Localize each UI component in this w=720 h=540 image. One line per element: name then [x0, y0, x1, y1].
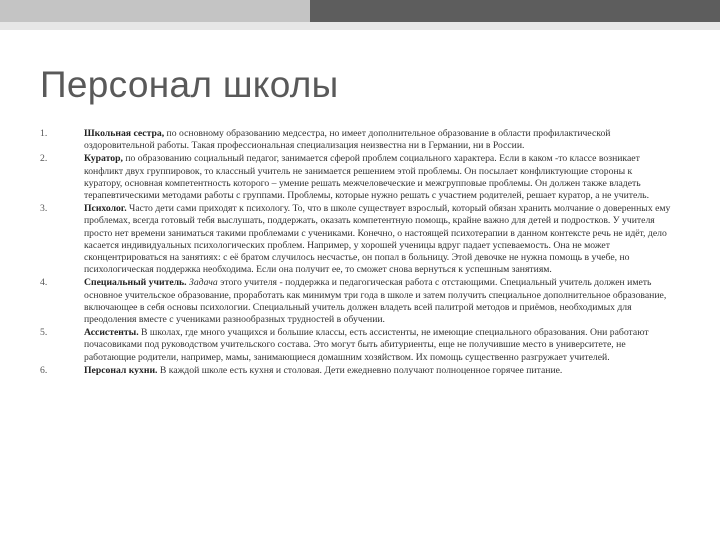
staff-list — [0, 128, 720, 377]
list-item — [0, 128, 720, 152]
list-item-number: 4. — [40, 277, 48, 289]
item-heading: Психолог. — [84, 203, 127, 215]
item-heading: Персонал кухни. — [84, 364, 158, 376]
list-item-number: 5. — [40, 327, 48, 339]
top-light-strip — [0, 22, 720, 30]
item-text: Часто дети сами приходят к психологу. То, что в школе существует взрослый, который обязан хранить молчание о доверенных ему проблемах, всегда готовый тебя выслушать, поддержать, оказать компетентную помощь, крайне важно для детей и подростков. У учителя просто нет времени заниматься такими проблемами с учениками. Конечно, о настоящей психотерапии в данном контексте речь не идёт, дело касается индивидуальных психологических проблем. Например, у хорошей ученицы вдруг падает успеваемость. Она не может сконцентрироваться на занятиях: с её братом случилось несчастье, он попал в больницу. Этой девочке не нужна помощь в учебе, но психологическая поддержка необходима. Если она получит ее, то сможет снова вернуться к успешным занятиям. — [84, 203, 671, 276]
list-item-number: 2. — [40, 153, 48, 165]
list-item-number: 3. — [40, 203, 48, 215]
item-text: В каждой школе есть кухня и столовая. Дети ежедневно получают полноценное горячее питание. — [157, 364, 563, 376]
list-item — [0, 327, 720, 364]
item-heading: Ассистенты. — [84, 327, 139, 339]
list-item — [0, 365, 720, 377]
item-heading: Школьная сестра, — [84, 128, 165, 139]
item-text: В школах, где много учащихся и большие классы, есть ассистенты, не имеющие специального образования. Они работают почасовиками под руководством учительского состава. Это могут быть абитуриенты, еще не получившие место в университете, не работающие родители, например, мамы, занимающиеся домашним хозяйством. Их помощь существенно разгружает учителей. — [84, 327, 649, 363]
list-item-number: 1. — [40, 128, 48, 139]
item-text: по основному образованию медсестра, но имеет дополнительное образование в области профилактической оздоровительной работы. Такая профессиональная специализация неизвестна ни в Германии, ни в России. — [84, 128, 611, 152]
item-text: по образованию социальный педагог, занимается сферой проблем социального характера. Если в каком -то классе возникает конфликт двух группировок, то классный учитель не занимается решением этой проблемы. Он посылает конфликтующие стороны к куратору, основная компетентность которого – умение решать межчеловеческие и межгрупповые проблемы. Он должен также владеть терапевтическими методами работы с группами. Проблемы, которые нужно решать с участием родителей, решает куратор, а не учитель. — [84, 153, 649, 202]
slide-title: Персонал школы — [40, 64, 339, 105]
list-item — [0, 277, 720, 326]
list-item — [0, 203, 720, 276]
item-heading: Специальный учитель. — [84, 277, 187, 289]
item-text: Задача — [186, 277, 218, 289]
item-heading: Куратор, — [84, 153, 123, 165]
item-text: этого учителя - поддержка и педагогическая работа с отстающими. Специальный учитель должен иметь основное учительское образование, проработать как минимум три года в школе и затем получить специальное дополнительное образование, включающее в себя основы психологии. Специальный учитель должен владеть всей палитрой методов и приёмов, необходимых для преодоления вместе с учениками разнообразных трудностей в обучении. — [84, 277, 667, 326]
list-item-number: 6. — [40, 364, 48, 376]
list-item — [0, 153, 720, 202]
top-accent-bar — [310, 0, 720, 24]
